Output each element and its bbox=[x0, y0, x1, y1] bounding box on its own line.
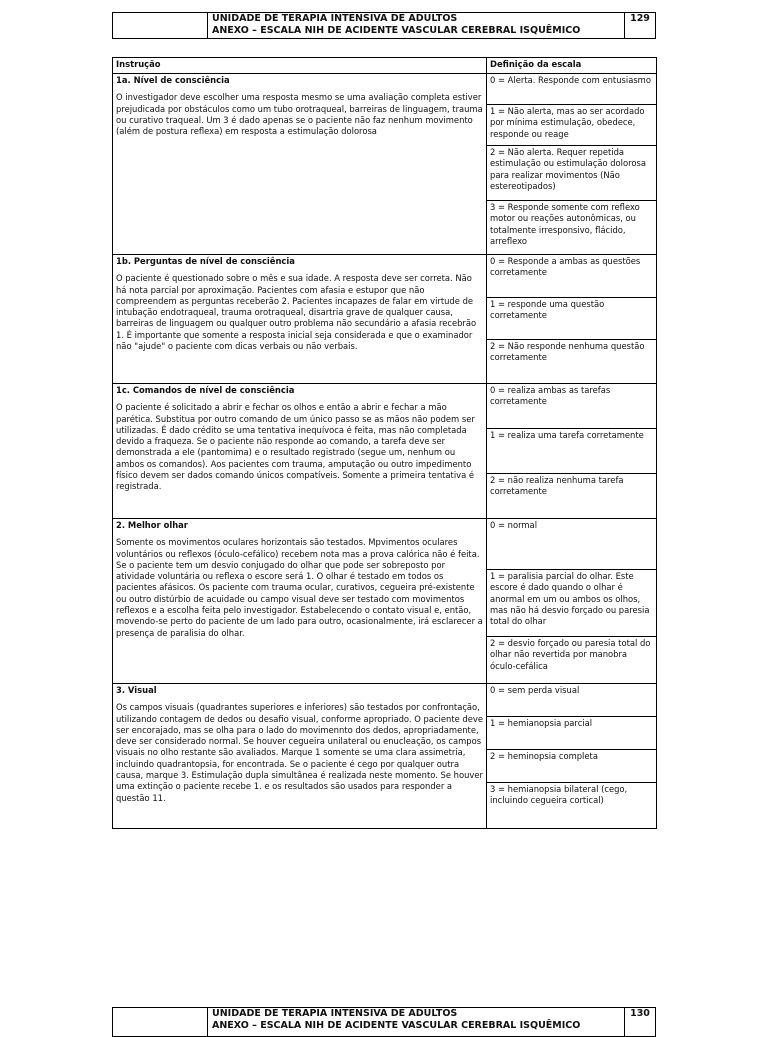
scale-option: 0 = Responde a ambas as questões corretamente bbox=[487, 255, 657, 298]
item-title: 1b. Perguntas de nível de consciência bbox=[116, 256, 295, 266]
instruction-cell-3 bbox=[113, 684, 487, 829]
header-left-cell bbox=[113, 1008, 208, 1036]
table-row bbox=[113, 519, 657, 570]
item-title: 1c. Comandos de nível de consciência bbox=[116, 385, 295, 395]
table-header-row bbox=[113, 58, 657, 74]
table-row bbox=[113, 74, 657, 105]
table-row bbox=[113, 684, 657, 717]
header-title-line1: UNIDADE DE TERAPIA INTENSIVA DE ADULTOS bbox=[212, 1008, 458, 1019]
header-title-line2: ANEXO – ESCALA NIH DE ACIDENTE VASCULAR CEREBRAL ISQUÊMICO bbox=[212, 1020, 581, 1031]
scale-option: 1 = responde uma questão corretamente bbox=[487, 298, 657, 340]
instruction-cell-1a bbox=[113, 74, 487, 255]
table-row bbox=[113, 384, 657, 429]
column-header-instruction: Instrução bbox=[113, 58, 487, 74]
scale-option: 0 = sem perda visual bbox=[487, 684, 657, 717]
item-text: O paciente é questionado sobre o mês e sua idade. A resposta deve ser correta. Não há nota parcial por aproximação. Pacientes com afasia e estupor que não compreendem as perguntas receberão 2. Pacientes incapazes de falar em virtude de intubação endotraqueal, trauma orotraqueal, disartria grave de qualquer causa, barreiras de linguagem ou qualquer outro problema não secundário a afasia recebrão 1. É importante que somente a resposta inicial seja considerada e que o examinador não "ajude" o paciente com dicas verbais ou não verbais. bbox=[116, 273, 477, 352]
header-title-line1: UNIDADE DE TERAPIA INTENSIVA DE ADULTOS bbox=[212, 13, 458, 24]
header-title-cell bbox=[208, 1008, 625, 1036]
table-row bbox=[113, 255, 657, 298]
scale-option: 0 = Alerta. Responde com entusiasmo bbox=[487, 74, 657, 105]
scale-option: 3 = hemianopsia bilateral (cego, incluindo cegueira cortical) bbox=[487, 783, 657, 829]
item-text: O paciente é solicitado a abrir e fechar os olhos e então a abrir e fechar a mão parética. Substitua por outro comando de um único passo se as mãos não podem ser utilizadas. É dado crédito se uma tentativa inequívoca é feita, mas não completada devido a fraqueza. Se o paciente não responde ao comando, a tarefa deve ser demonstrada a ele (pantomima) e o resultado registrado (segue um, nenhum ou ambos os comandos). Aos pacientes com trauma, amputação ou outro impedimento físico devem ser dados comando únicos compatíveis. Somente a primeira tentativa é registrada. bbox=[116, 402, 475, 492]
scale-option: 1 = paralisia parcial do olhar. Este escore é dado quando o olhar é anormal em um ou ambos os olhos, mas não há desvio forçado ou paresia total do olhar bbox=[487, 570, 657, 637]
instruction-cell-1b bbox=[113, 255, 487, 384]
scale-option: 2 = não realiza nenhuma tarefa corretamente bbox=[487, 474, 657, 519]
column-header-scale-definition: Definição da escala bbox=[487, 58, 657, 74]
scale-option: 2 = Não alerta. Requer repetida estimulação ou estimulação dolorosa para realizar movimentos (Não estereotipados) bbox=[487, 146, 657, 201]
item-text: O investigador deve escolher uma resposta mesmo se uma avaliação completa estiver prejudicada por obstáculos como um tubo orotraqueal, barreiras de linguagem, trauma ou curativo traqueal. Um 3 é dado apenas se o paciente não faz nenhum movimento (além de postura reflexa) em resposta a estimulação dolorosa bbox=[116, 92, 483, 137]
scale-option: 0 = normal bbox=[487, 519, 657, 570]
scale-option: 3 = Responde somente com reflexo motor ou reações autonômicas, ou totalmente irresponsivo, flácido, arreflexo bbox=[487, 201, 657, 255]
item-text: Somente os movimentos oculares horizontais são testados. Mpvimentos oculares voluntários ou reflexos (óculo-cefálico) recebem nota mas a prova calórica não é feita. Se o paciente tem um desvio conjugado do olhar que pode ser sobreposto por atividade voluntária ou reflexa o escore será 1. O olhar é testado em todos os pacientes afásicos. Os paciente com trauma ocular, curativos, cegueira pré-existente ou outro distúrbio de acuidade ou campo visual deve ser testado com movimentos reflexos e a escolha feita pelo investigador. Estabelecendo o contato visual e, então, movendo-se perto do paciente de um lado para outro, ocasionalmente, irá esclarecer a presença de paralisia do olhar. bbox=[116, 537, 483, 638]
item-title: 3. Visual bbox=[116, 685, 157, 695]
page-header bbox=[112, 12, 656, 39]
scale-option: 0 = realiza ambas as tarefas corretamente bbox=[487, 384, 657, 429]
header-title-line2: ANEXO – ESCALA NIH DE ACIDENTE VASCULAR CEREBRAL ISQUÊMICO bbox=[212, 25, 581, 36]
scale-option: 1 = Não alerta, mas ao ser acordado por mínima estimulação, obedece, responde ou reage bbox=[487, 105, 657, 146]
instruction-cell-2 bbox=[113, 519, 487, 684]
item-text: Os campos visuais (quadrantes superiores e inferiores) são testados por confrontação, utilizando contagem de dedos ou desafio visual, conforme apropriado. O paciente deve ser encorajado, mas se olha para o lado do movimennto dos dedos, apropriadamente, deve ser considerado normal. Se houver cegueira unilateral ou enucleação, os campos visuais no olho restante são avaliados. Marque 1 somente se uma clara assimetria, incluindo quadrantopsia, for encontrada. Se o paciente é cego por qualquer outra causa, marque 3. Estimulação dupla simultânea é realizada neste momento. Se houver uma extinção o paciente recebe 1. e os resultados são usados para responder a questão 11. bbox=[116, 702, 483, 803]
next-page-header bbox=[112, 1007, 656, 1037]
item-title: 1a. Nível de consciência bbox=[116, 75, 230, 85]
scale-option: 1 = hemianopsia parcial bbox=[487, 717, 657, 750]
header-page-number: 129 bbox=[630, 13, 650, 24]
scale-option: 2 = desvio forçado ou paresia total do olhar não revertida por manobra óculo-cefálica bbox=[487, 637, 657, 684]
scale-option: 1 = realiza uma tarefa corretamente bbox=[487, 429, 657, 474]
scale-option: 2 = heminopsia completa bbox=[487, 750, 657, 783]
item-title: 2. Melhor olhar bbox=[116, 520, 188, 530]
nih-scale-table bbox=[112, 57, 657, 829]
instruction-cell-1c bbox=[113, 384, 487, 519]
scale-option: 2 = Não responde nenhuma questão corretamente bbox=[487, 340, 657, 384]
header-page-number: 130 bbox=[630, 1008, 650, 1019]
header-title-cell bbox=[208, 13, 625, 38]
header-left-cell bbox=[113, 13, 208, 38]
